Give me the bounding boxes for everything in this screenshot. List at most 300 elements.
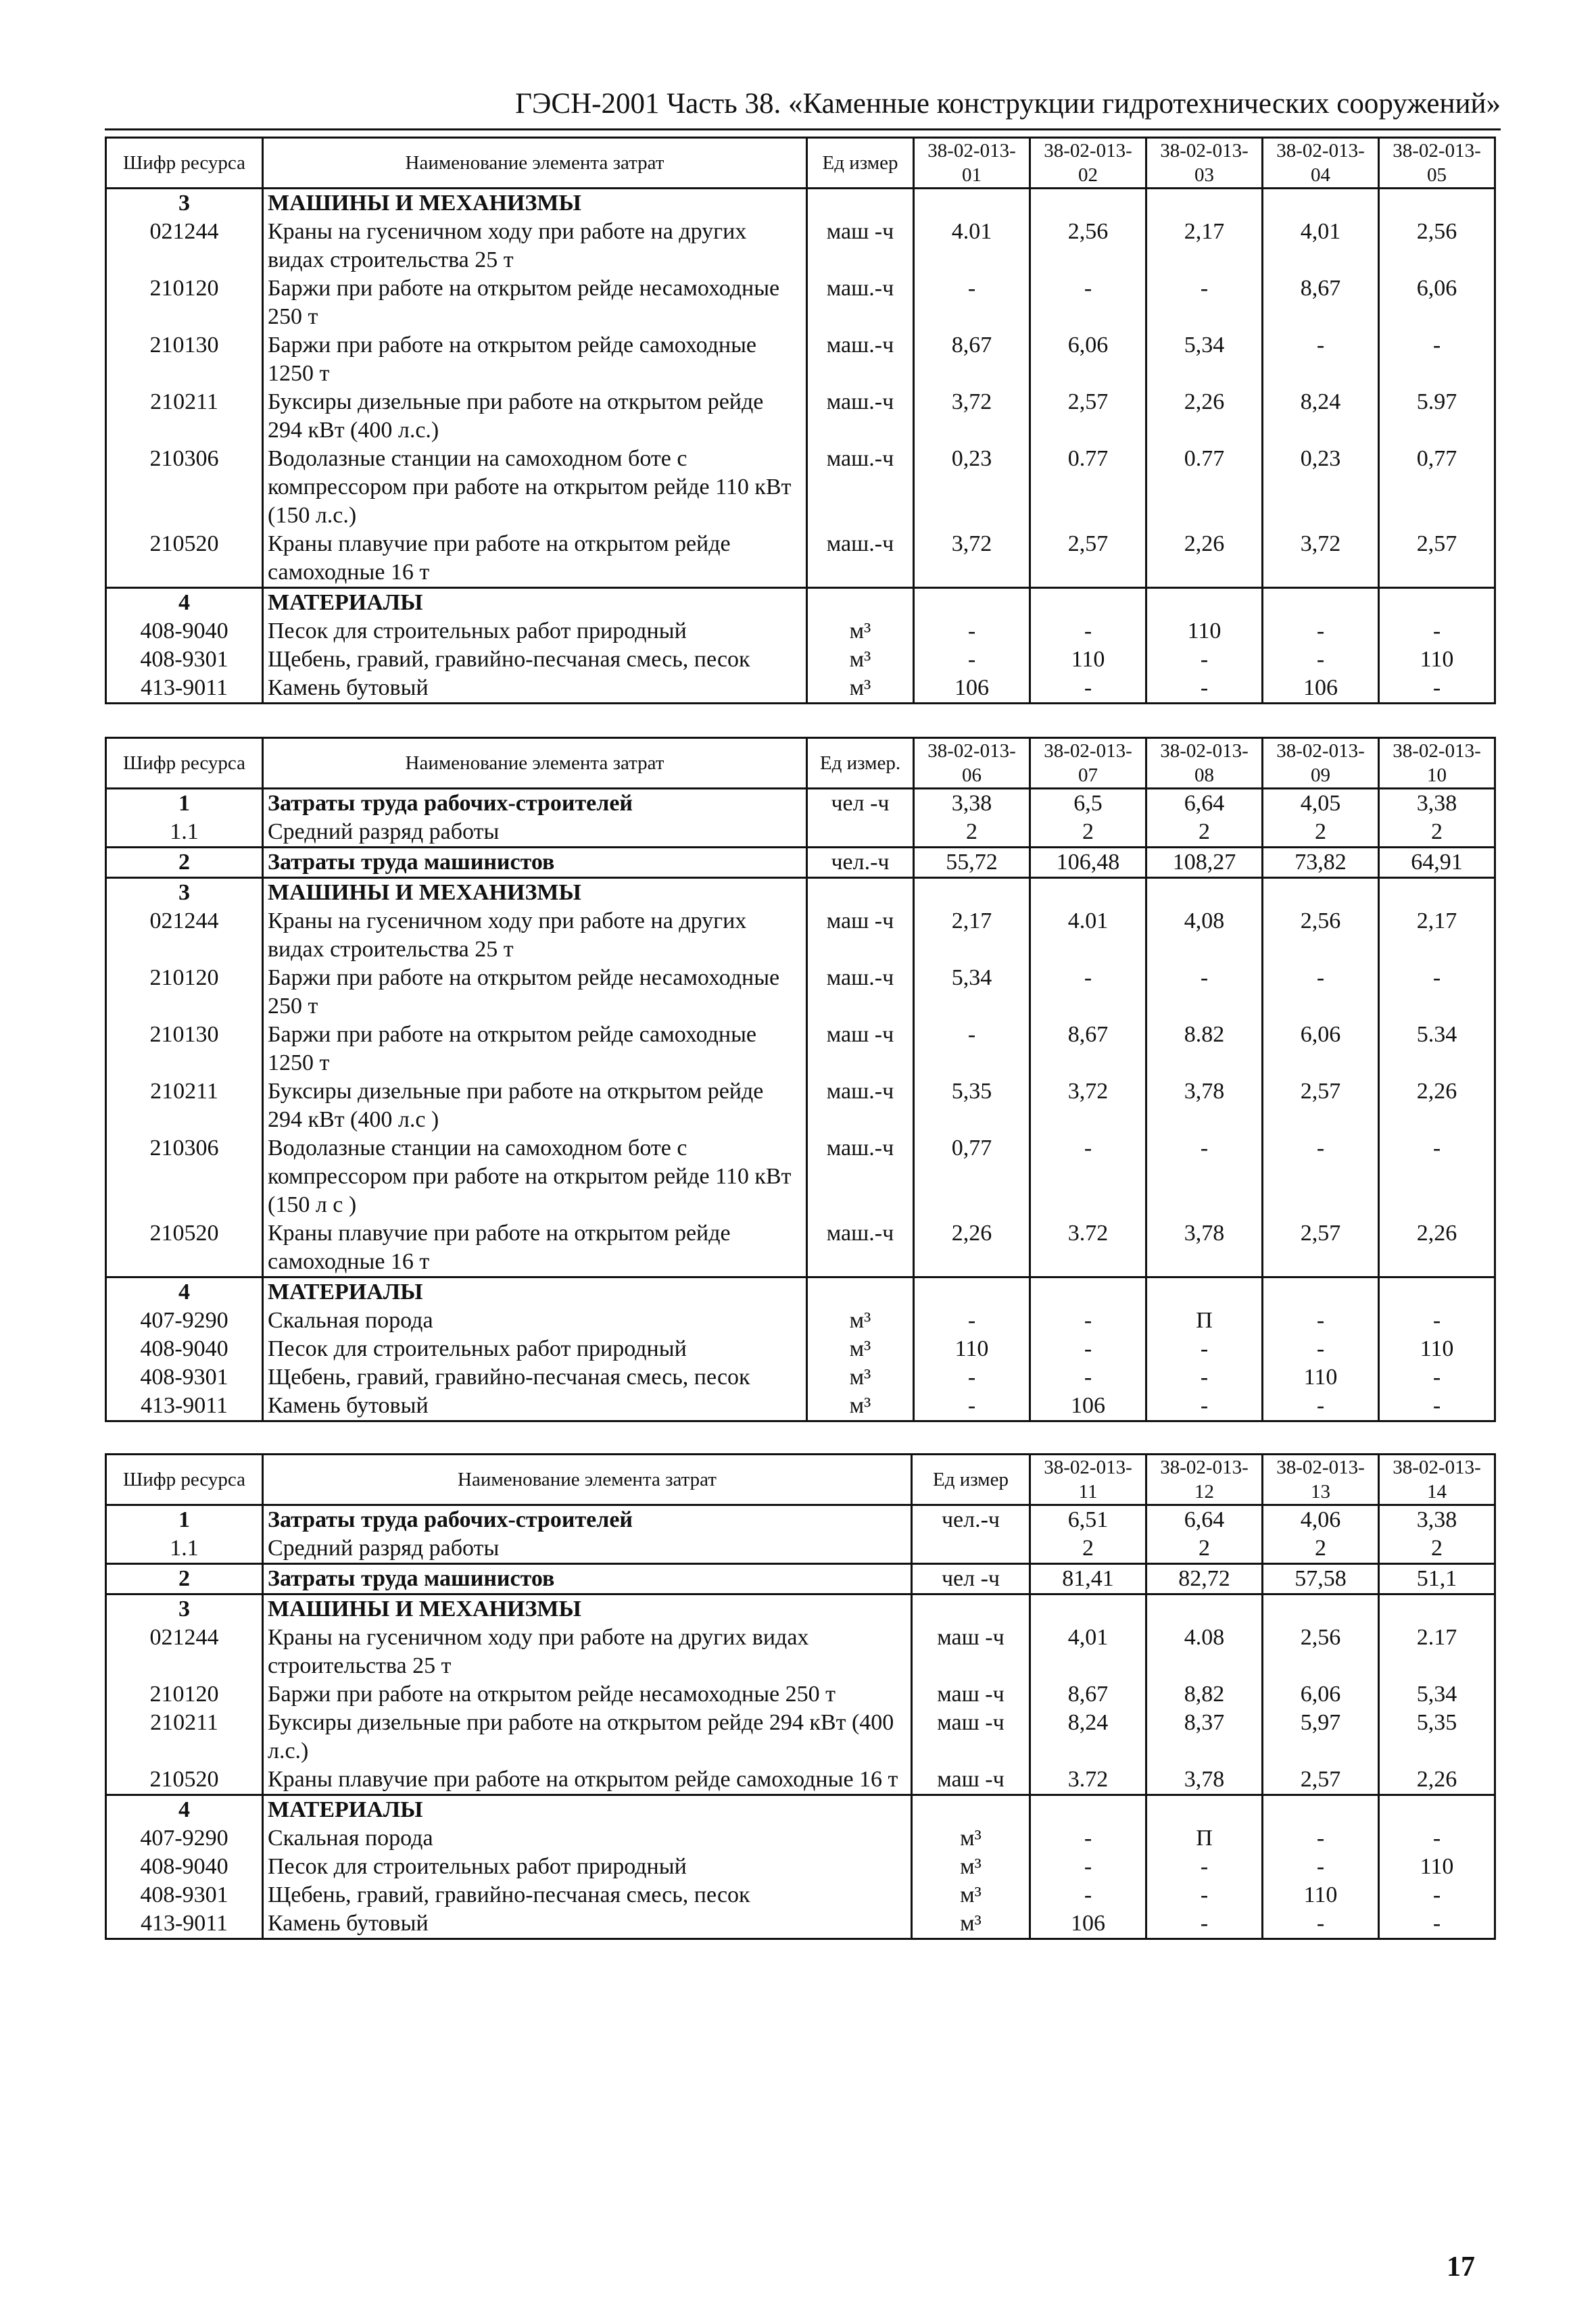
unit-cell: м³: [807, 674, 914, 704]
value-cell: -: [1263, 645, 1379, 674]
resource-code-cell: 1: [106, 1505, 263, 1535]
resource-table-2: [105, 737, 1496, 1422]
table-row: [106, 189, 1495, 218]
value-cell: 2,56: [1263, 907, 1379, 964]
value-cell: 4,08: [1146, 907, 1263, 964]
header-norm-code: 38-02-013-05: [1379, 138, 1495, 189]
unit-cell: маш.-ч: [807, 530, 914, 588]
table-row: [106, 1392, 1495, 1421]
value-cell: 106: [1263, 674, 1379, 704]
unit-cell: [807, 818, 914, 848]
resource-code-cell: 210211: [106, 1709, 263, 1765]
resource-code-cell: 4: [106, 1277, 263, 1307]
value-cell: 4,06: [1263, 1505, 1379, 1535]
table-row: [106, 1077, 1495, 1134]
resource-name-cell: Средний разряд работы: [263, 1534, 912, 1564]
value-cell: 3,38: [914, 789, 1030, 819]
resource-name-cell: Водолазные станции на самоходном боте с компрессором при работе на открытом рейде 110 кВт (150 л с ): [263, 1134, 807, 1219]
resource-code-cell: 408-9301: [106, 1881, 263, 1909]
resource-code-cell: 210130: [106, 1021, 263, 1077]
value-cell: 2,26: [1379, 1219, 1495, 1277]
resource-name-cell: Песок для строительных работ природный: [263, 1853, 912, 1881]
resource-name-cell: Скальная порода: [263, 1307, 807, 1335]
value-cell: [1263, 1594, 1379, 1624]
table-row: [106, 1219, 1495, 1277]
value-cell: 2: [1379, 818, 1495, 848]
unit-cell: маш.-ч: [807, 331, 914, 388]
value-cell: -: [914, 1392, 1030, 1421]
unit-cell: [912, 1795, 1030, 1825]
value-cell: 2: [1263, 818, 1379, 848]
value-cell: [1030, 1795, 1146, 1825]
value-cell: [1379, 1277, 1495, 1307]
value-cell: 5,97: [1263, 1709, 1379, 1765]
value-cell: 0.77: [1146, 445, 1263, 530]
resource-code-cell: 210120: [106, 274, 263, 331]
value-cell: [1379, 1594, 1495, 1624]
resource-name-cell: МАШИНЫ И МЕХАНИЗМЫ: [263, 878, 807, 908]
value-cell: -: [1030, 1335, 1146, 1363]
value-cell: 4,05: [1263, 789, 1379, 819]
header-name: Наименование элемента затрат: [263, 1455, 912, 1505]
resource-name-cell: Камень бутовый: [263, 1909, 912, 1939]
value-cell: 8.82: [1146, 1021, 1263, 1077]
value-cell: 3,78: [1146, 1765, 1263, 1795]
value-cell: -: [1263, 1134, 1379, 1219]
unit-cell: маш.-ч: [807, 964, 914, 1021]
value-cell: 5,34: [1146, 331, 1263, 388]
value-cell: [1263, 588, 1379, 618]
resource-name-cell: Краны на гусеничном ходу при работе на других видах строительства 25 т: [263, 1624, 912, 1680]
value-cell: 6,64: [1146, 1505, 1263, 1535]
table-row: [106, 907, 1495, 964]
table-row: [106, 1134, 1495, 1219]
value-cell: -: [914, 274, 1030, 331]
value-cell: 5,35: [1379, 1709, 1495, 1765]
value-cell: 6,06: [1263, 1680, 1379, 1709]
value-cell: -: [1379, 674, 1495, 704]
value-cell: 2: [1146, 1534, 1263, 1564]
value-cell: [1379, 1795, 1495, 1825]
resource-name-cell: Камень бутовый: [263, 674, 807, 704]
resource-code-cell: 408-9040: [106, 1335, 263, 1363]
document-title: ГЭСН-2001 Часть 38. «Каменные конструкции гидротехнических сооружений»: [515, 88, 1501, 120]
value-cell: 108,27: [1146, 848, 1263, 878]
table-row: [106, 645, 1495, 674]
value-cell: [1379, 189, 1495, 218]
resource-name-cell: Щебень, гравий, гравийно-песчаная смесь, песок: [263, 645, 807, 674]
resource-name-cell: Камень бутовый: [263, 1392, 807, 1421]
value-cell: -: [914, 645, 1030, 674]
value-cell: [1030, 588, 1146, 618]
header-norm-code: 38-02-013-10: [1379, 738, 1495, 789]
resource-code-cell: 413-9011: [106, 1392, 263, 1421]
unit-cell: маш -ч: [912, 1765, 1030, 1795]
value-cell: 64,91: [1379, 848, 1495, 878]
table-row: [106, 274, 1495, 331]
value-cell: -: [1146, 1881, 1263, 1909]
value-cell: [914, 878, 1030, 908]
value-cell: 2,57: [1030, 530, 1146, 588]
resource-name-cell: Затраты труда машинистов: [263, 1564, 912, 1594]
unit-cell: чел.-ч: [912, 1505, 1030, 1535]
value-cell: [1263, 1277, 1379, 1307]
value-cell: 0,77: [914, 1134, 1030, 1219]
value-cell: 106,48: [1030, 848, 1146, 878]
value-cell: [1263, 1795, 1379, 1825]
resource-code-cell: 4: [106, 1795, 263, 1825]
value-cell: 3.72: [1030, 1765, 1146, 1795]
value-cell: 3.72: [1030, 1219, 1146, 1277]
value-cell: 6,64: [1146, 789, 1263, 819]
resource-code-cell: 408-9040: [106, 617, 263, 645]
value-cell: 2,26: [1146, 530, 1263, 588]
value-cell: [1146, 189, 1263, 218]
value-cell: 3,72: [914, 388, 1030, 445]
resource-code-cell: 408-9301: [106, 1363, 263, 1392]
header-norm-code: 38-02-013-06: [914, 738, 1030, 789]
table-row: [106, 1307, 1495, 1335]
value-cell: 6,06: [1263, 1021, 1379, 1077]
value-cell: -: [1146, 1909, 1263, 1939]
value-cell: П: [1146, 1824, 1263, 1853]
value-cell: 110: [1030, 645, 1146, 674]
table-row: [106, 617, 1495, 645]
resource-code-cell: 3: [106, 189, 263, 218]
table-row: [106, 1277, 1495, 1307]
value-cell: 2,56: [1379, 218, 1495, 274]
value-cell: -: [1146, 1363, 1263, 1392]
unit-cell: чел.-ч: [807, 848, 914, 878]
unit-cell: м³: [807, 645, 914, 674]
resource-code-cell: 210520: [106, 1765, 263, 1795]
resource-code-cell: 407-9290: [106, 1307, 263, 1335]
table-row: [106, 1564, 1495, 1594]
value-cell: [1030, 1594, 1146, 1624]
value-cell: [1146, 1594, 1263, 1624]
resource-name-cell: Буксиры дизельные при работе на открытом рейде 294 кВт (400 л.с ): [263, 1077, 807, 1134]
resource-name-cell: МАШИНЫ И МЕХАНИЗМЫ: [263, 1594, 912, 1624]
table-row: [106, 878, 1495, 908]
value-cell: 3,78: [1146, 1077, 1263, 1134]
unit-cell: м³: [912, 1909, 1030, 1939]
header-norm-code: 38-02-013-03: [1146, 138, 1263, 189]
value-cell: 2: [1030, 818, 1146, 848]
value-cell: 2,56: [1263, 1624, 1379, 1680]
value-cell: -: [1146, 964, 1263, 1021]
header-norm-code: 38-02-013-11: [1030, 1455, 1146, 1505]
value-cell: 3,72: [1263, 530, 1379, 588]
value-cell: 4,01: [1263, 218, 1379, 274]
unit-cell: [807, 878, 914, 908]
value-cell: 3,38: [1379, 1505, 1495, 1535]
value-cell: -: [1030, 1134, 1146, 1219]
value-cell: 81,41: [1030, 1564, 1146, 1594]
table-row: [106, 848, 1495, 878]
value-cell: -: [1030, 1881, 1146, 1909]
resource-code-cell: 210520: [106, 530, 263, 588]
value-cell: 8,67: [1263, 274, 1379, 331]
value-cell: 110: [1263, 1363, 1379, 1392]
table-row: [106, 789, 1495, 819]
header-code: Шифр ресурса: [106, 1455, 263, 1505]
header-norm-code: 38-02-013-13: [1263, 1455, 1379, 1505]
value-cell: [1030, 189, 1146, 218]
header-code: Шифр ресурса: [106, 738, 263, 789]
value-cell: 110: [1379, 1853, 1495, 1881]
resource-code-cell: 2: [106, 1564, 263, 1594]
header-code: Шифр ресурса: [106, 138, 263, 189]
unit-cell: маш -ч: [912, 1624, 1030, 1680]
resource-table-1: [105, 137, 1496, 704]
unit-cell: маш.-ч: [807, 1134, 914, 1219]
table-row: [106, 445, 1495, 530]
unit-cell: м³: [807, 1307, 914, 1335]
value-cell: 3,72: [914, 530, 1030, 588]
resource-code-cell: 4: [106, 588, 263, 618]
table-row: [106, 1881, 1495, 1909]
value-cell: 6,51: [1030, 1505, 1146, 1535]
value-cell: 6,06: [1030, 331, 1146, 388]
resource-code-cell: 1.1: [106, 818, 263, 848]
resource-code-cell: 210211: [106, 388, 263, 445]
unit-cell: [807, 588, 914, 618]
value-cell: -: [1263, 617, 1379, 645]
table-row: [106, 218, 1495, 274]
resource-name-cell: Песок для строительных работ природный: [263, 1335, 807, 1363]
value-cell: 2: [1030, 1534, 1146, 1564]
value-cell: [1030, 1277, 1146, 1307]
value-cell: 5.97: [1379, 388, 1495, 445]
resource-code-cell: 407-9290: [106, 1824, 263, 1853]
value-cell: 110: [914, 1335, 1030, 1363]
header-norm-code: 38-02-013-09: [1263, 738, 1379, 789]
resource-name-cell: Краны на гусеничном ходу при работе на других видах строительства 25 т: [263, 907, 807, 964]
unit-cell: м³: [912, 1881, 1030, 1909]
header-norm-code: 38-02-013-12: [1146, 1455, 1263, 1505]
resource-name-cell: Водолазные станции на самоходном боте с компрессором при работе на открытом рейде 110 кВт (150 л.с.): [263, 445, 807, 530]
resource-name-cell: Буксиры дизельные при работе на открытом рейде 294 кВт (400 л.с.): [263, 1709, 912, 1765]
value-cell: -: [1379, 1307, 1495, 1335]
unit-cell: маш.-ч: [807, 388, 914, 445]
value-cell: -: [1146, 674, 1263, 704]
resource-code-cell: 3: [106, 1594, 263, 1624]
value-cell: -: [1379, 964, 1495, 1021]
value-cell: 8,37: [1146, 1709, 1263, 1765]
value-cell: 110: [1146, 617, 1263, 645]
table-row: [106, 1824, 1495, 1853]
table-header-row: [106, 738, 1495, 789]
value-cell: -: [1030, 1824, 1146, 1853]
table-row: [106, 388, 1495, 445]
table-row: [106, 331, 1495, 388]
resource-name-cell: Щебень, гравий, гравийно-песчаная смесь, песок: [263, 1881, 912, 1909]
header-name: Наименование элемента затрат: [263, 738, 807, 789]
resource-code-cell: 021244: [106, 1624, 263, 1680]
value-cell: [1146, 588, 1263, 618]
unit-cell: маш -ч: [912, 1709, 1030, 1765]
value-cell: 0,77: [1379, 445, 1495, 530]
unit-cell: маш -ч: [807, 218, 914, 274]
unit-cell: чел -ч: [912, 1564, 1030, 1594]
resource-code-cell: 408-9301: [106, 645, 263, 674]
resource-table-3: [105, 1453, 1496, 1940]
value-cell: -: [1030, 274, 1146, 331]
value-cell: -: [1030, 1307, 1146, 1335]
value-cell: 4.08: [1146, 1624, 1263, 1680]
resource-code-cell: 210306: [106, 445, 263, 530]
resource-name-cell: Песок для строительных работ природный: [263, 617, 807, 645]
unit-cell: м³: [807, 1392, 914, 1421]
value-cell: 2.17: [1379, 1624, 1495, 1680]
value-cell: 82,72: [1146, 1564, 1263, 1594]
value-cell: [1263, 189, 1379, 218]
value-cell: 2,56: [1030, 218, 1146, 274]
value-cell: 106: [914, 674, 1030, 704]
value-cell: 2,57: [1263, 1765, 1379, 1795]
resource-code-cell: 1.1: [106, 1534, 263, 1564]
value-cell: 2,57: [1263, 1077, 1379, 1134]
unit-cell: [912, 1594, 1030, 1624]
header-norm-code: 38-02-013-02: [1030, 138, 1146, 189]
value-cell: -: [1146, 1392, 1263, 1421]
resource-name-cell: Затраты труда рабочих-строителей: [263, 1505, 912, 1535]
unit-cell: маш.-ч: [807, 1077, 914, 1134]
table-row: [106, 1505, 1495, 1535]
unit-cell: маш.-ч: [807, 445, 914, 530]
value-cell: -: [1030, 964, 1146, 1021]
value-cell: 0,23: [914, 445, 1030, 530]
table-row: [106, 674, 1495, 704]
value-cell: -: [1379, 1824, 1495, 1853]
value-cell: -: [914, 1021, 1030, 1077]
table-row: [106, 1534, 1495, 1564]
resource-code-cell: 408-9040: [106, 1853, 263, 1881]
unit-cell: маш.-ч: [807, 1219, 914, 1277]
header-norm-code: 38-02-013-01: [914, 138, 1030, 189]
unit-cell: м³: [912, 1824, 1030, 1853]
unit-cell: [807, 1277, 914, 1307]
resource-name-cell: МАШИНЫ И МЕХАНИЗМЫ: [263, 189, 807, 218]
resource-name-cell: Краны плавучие при работе на открытом рейде самоходные 16 т: [263, 1765, 912, 1795]
value-cell: -: [1379, 1134, 1495, 1219]
table-row: [106, 1335, 1495, 1363]
table-header-row: [106, 1455, 1495, 1505]
value-cell: -: [1263, 1392, 1379, 1421]
resource-code-cell: 413-9011: [106, 1909, 263, 1939]
value-cell: -: [914, 617, 1030, 645]
value-cell: -: [1030, 1363, 1146, 1392]
value-cell: 0.77: [1030, 445, 1146, 530]
resource-code-cell: 210120: [106, 964, 263, 1021]
table-row: [106, 588, 1495, 618]
unit-cell: м³: [807, 1363, 914, 1392]
value-cell: 106: [1030, 1909, 1146, 1939]
resource-name-cell: Средний разряд работы: [263, 818, 807, 848]
unit-cell: м³: [807, 1335, 914, 1363]
table-header-row: [106, 138, 1495, 189]
value-cell: 106: [1030, 1392, 1146, 1421]
unit-cell: м³: [912, 1853, 1030, 1881]
header-norm-code: 38-02-013-07: [1030, 738, 1146, 789]
header-unit: Ед измер: [912, 1455, 1030, 1505]
table-row: [106, 1624, 1495, 1680]
value-cell: 6,06: [1379, 274, 1495, 331]
value-cell: -: [1379, 617, 1495, 645]
resource-name-cell: Краны плавучие при работе на открытом рейде самоходные 16 т: [263, 1219, 807, 1277]
table-row: [106, 1795, 1495, 1825]
resource-code-cell: 210211: [106, 1077, 263, 1134]
resource-code-cell: 210520: [106, 1219, 263, 1277]
page-number: 17: [1447, 2251, 1475, 2283]
value-cell: -: [1379, 1392, 1495, 1421]
value-cell: 2,17: [914, 907, 1030, 964]
resource-code-cell: 1: [106, 789, 263, 819]
resource-code-cell: 021244: [106, 907, 263, 964]
resource-name-cell: Баржи при работе на открытом рейде несамоходные 250 т: [263, 964, 807, 1021]
value-cell: 4,01: [1030, 1624, 1146, 1680]
table-row: [106, 1021, 1495, 1077]
value-cell: -: [1379, 1363, 1495, 1392]
value-cell: 2,57: [1030, 388, 1146, 445]
unit-cell: чел -ч: [807, 789, 914, 819]
value-cell: 110: [1379, 1335, 1495, 1363]
value-cell: 5.34: [1379, 1021, 1495, 1077]
header-name: Наименование элемента затрат: [263, 138, 807, 189]
value-cell: -: [1379, 1909, 1495, 1939]
header-norm-code: 38-02-013-04: [1263, 138, 1379, 189]
value-cell: 4.01: [914, 218, 1030, 274]
resource-name-cell: Баржи при работе на открытом рейде самоходные 1250 т: [263, 1021, 807, 1077]
resource-code-cell: 3: [106, 878, 263, 908]
value-cell: -: [1263, 1307, 1379, 1335]
resource-name-cell: Баржи при работе на открытом рейде несамоходные 250 т: [263, 274, 807, 331]
resource-name-cell: Скальная порода: [263, 1824, 912, 1853]
value-cell: [914, 588, 1030, 618]
resource-code-cell: 210120: [106, 1680, 263, 1709]
value-cell: -: [914, 1363, 1030, 1392]
value-cell: 5,34: [914, 964, 1030, 1021]
value-cell: 73,82: [1263, 848, 1379, 878]
value-cell: 8,67: [1030, 1021, 1146, 1077]
value-cell: 57,58: [1263, 1564, 1379, 1594]
value-cell: 5,34: [1379, 1680, 1495, 1709]
value-cell: [914, 189, 1030, 218]
value-cell: [1379, 878, 1495, 908]
header-norm-code: 38-02-013-14: [1379, 1455, 1495, 1505]
value-cell: 3,78: [1146, 1219, 1263, 1277]
value-cell: -: [1146, 1853, 1263, 1881]
value-cell: 2,17: [1146, 218, 1263, 274]
value-cell: 55,72: [914, 848, 1030, 878]
header-unit: Ед измер.: [807, 738, 914, 789]
unit-cell: маш -ч: [807, 907, 914, 964]
resource-code-cell: 210306: [106, 1134, 263, 1219]
value-cell: -: [1146, 645, 1263, 674]
value-cell: 3,38: [1379, 789, 1495, 819]
resource-name-cell: Затраты труда машинистов: [263, 848, 807, 878]
unit-cell: маш.-ч: [807, 274, 914, 331]
value-cell: 2: [1263, 1534, 1379, 1564]
value-cell: [1030, 878, 1146, 908]
value-cell: 2,26: [1379, 1765, 1495, 1795]
value-cell: 2,26: [1379, 1077, 1495, 1134]
table-row: [106, 1680, 1495, 1709]
value-cell: 8,24: [1263, 388, 1379, 445]
value-cell: 110: [1379, 645, 1495, 674]
value-cell: [914, 1277, 1030, 1307]
resource-name-cell: Краны плавучие при работе на открытом рейде самоходные 16 т: [263, 530, 807, 588]
